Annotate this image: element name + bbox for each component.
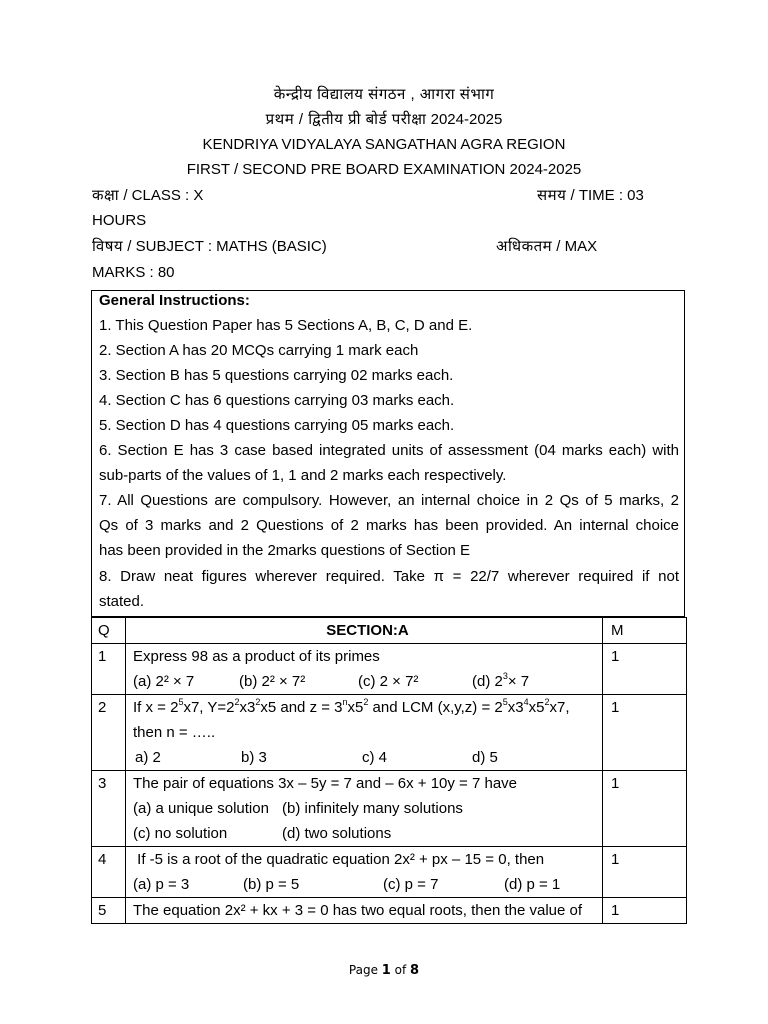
time-label (537, 186, 644, 206)
max-marks-label (496, 237, 597, 257)
time-continuation: HOURS (92, 212, 147, 229)
region-name-hindi: केन्द्रीय विद्यालय संगठन , आगरा संभाग (273, 86, 495, 103)
instruction-7-line-3: has been provided in the 2marks questions of Section E (99, 542, 471, 559)
header-region: KENDRIYA VIDYALAYA SANGATHAN AGRA REGION (202, 136, 566, 153)
max-label-english: / MAX (552, 238, 598, 255)
table-header-row (92, 618, 687, 644)
general-instructions-box (91, 290, 685, 617)
option-a: (a) 2² × 7 (133, 673, 195, 690)
q2-part: If x = 2 (133, 699, 179, 716)
question-text: Express 98 as a product of its primes (133, 648, 380, 665)
column-header-q-text: Q (98, 622, 110, 639)
q2-exponent: 2 (255, 697, 261, 707)
subject-label-english: / SUBJECT : MATHS (BASIC) (123, 238, 327, 255)
column-header-m (603, 618, 687, 644)
option-c: c) 4 (362, 749, 388, 766)
option-b: (b) p = 5 (243, 876, 300, 893)
section-title: SECTION:A (326, 622, 409, 639)
instruction-5: 5. Section D has 4 questions carrying 05 marks each. (99, 417, 455, 434)
question-cell (126, 695, 603, 771)
question-marks-text: 1 (611, 902, 620, 919)
option-d (472, 669, 529, 694)
options-row (133, 872, 602, 897)
option-d: (d) p = 1 (504, 876, 561, 893)
question-marks-text: 1 (611, 648, 620, 665)
question-marks (603, 898, 687, 924)
header-exam: FIRST / SECOND PRE BOARD EXAMINATION 2024-2025 (186, 161, 582, 178)
column-header-q (92, 618, 126, 644)
option-d-rest: × 7 (507, 673, 530, 690)
table-row (92, 695, 687, 771)
subject-label (92, 237, 327, 257)
table-row (92, 644, 687, 695)
question-number-text: 5 (98, 902, 107, 919)
page-number: 1 (381, 963, 391, 978)
option-d: d) 5 (472, 749, 498, 766)
question-number-text: 4 (98, 851, 107, 868)
instruction-8-line-2: stated. (99, 593, 145, 610)
option-b: b) 3 (241, 749, 267, 766)
instruction-7-line-2: Qs of 3 marks and 2 Questions of 2 marks has been provided. An internal choice (99, 517, 679, 534)
time-label-hindi: समय (537, 187, 567, 204)
exam-name-hindi: प्रथम / द्वितीय प्री बोर्ड परीक्षा (265, 111, 427, 128)
time-label-english: / TIME : 03 (566, 187, 644, 204)
class-label-english: / CLASS : X (119, 187, 204, 204)
question-marks-text: 1 (611, 851, 620, 868)
question-marks-text: 1 (611, 699, 620, 716)
class-label-hindi: कक्षा (92, 187, 120, 204)
column-header-section (126, 618, 603, 644)
q2-exponent: 2 (363, 697, 369, 707)
subject-label-hindi: विषय (92, 238, 124, 255)
max-label-hindi: अधिकतम (496, 238, 553, 255)
q2-part: x3 (507, 699, 524, 716)
question-number-text: 1 (98, 648, 107, 665)
option-b: (b) 2² × 7² (239, 673, 306, 690)
instruction-3: 3. Section B has 5 questions carrying 02 marks each. (99, 367, 454, 384)
option-a: a) 2 (135, 749, 161, 766)
question-text: If -5 is a root of the quadratic equation 2x² + px – 15 = 0, then (133, 851, 545, 868)
of-word: of (390, 963, 411, 977)
q2-part: and LCM (x,y,z) = 2 (368, 699, 503, 716)
options-row (133, 821, 602, 846)
q2-exponent: 2 (544, 697, 550, 707)
option-c: (c) no solution (133, 825, 228, 842)
question-marks (603, 847, 687, 898)
question-number (92, 847, 126, 898)
question-number (92, 771, 126, 847)
question-cell (126, 847, 603, 898)
instruction-4: 4. Section C has 6 questions carrying 03 marks each. (99, 392, 455, 409)
option-d-exponent: 3 (502, 671, 508, 681)
q2-exponent: n (342, 697, 348, 707)
options-row (133, 669, 602, 694)
instruction-6-line-2: sub-parts of the values of 1, 1 and 2 marks each respectively. (99, 467, 507, 484)
q2-part: x5 (528, 699, 545, 716)
question-cell (126, 771, 603, 847)
option-a: (a) p = 3 (133, 876, 190, 893)
q2-exponent: 2 (234, 697, 240, 707)
q2-exponent: 5 (178, 697, 184, 707)
question-number-text: 2 (98, 699, 107, 716)
header-region-hindi (0, 85, 768, 105)
question-text (133, 695, 602, 720)
question-marks-text: 1 (611, 775, 620, 792)
option-a: (a) a unique solution (133, 800, 269, 817)
instruction-8-line-1: 8. Draw neat figures wherever required. Take π = 22/7 wherever required if not (99, 568, 679, 585)
question-marks (603, 644, 687, 695)
q2-part: x5 (347, 699, 364, 716)
class-label (92, 186, 203, 206)
q2-exponent: 5 (502, 697, 508, 707)
instruction-7-line-1: 7. All Questions are compulsory. However, an internal choice in 2 Qs of 5 marks, 2 (99, 492, 679, 509)
exam-year: 2024-2025 (430, 111, 503, 128)
q2-exponent: 4 (523, 697, 529, 707)
column-header-m-text: M (611, 622, 624, 639)
instructions-title: General Instructions: (99, 292, 250, 309)
q2-part: x5 and z = 3 (260, 699, 343, 716)
q2-part: x7, (549, 699, 570, 716)
header-exam-hindi (0, 110, 768, 130)
question-text: The pair of equations 3x – 5y = 7 and – 6x + 10y = 7 have (133, 775, 518, 792)
option-c: (c) p = 7 (383, 876, 439, 893)
question-text: The equation 2x² + kx + 3 = 0 has two equal roots, then the value of (133, 902, 583, 919)
question-marks (603, 771, 687, 847)
option-d-base: (d) 2 (472, 673, 503, 690)
instruction-6-line-1: 6. Section E has 3 case based integrated units of assessment (04 marks each) with (99, 442, 679, 459)
question-cell (126, 644, 603, 695)
question-number (92, 898, 126, 924)
marks-continuation: MARKS : 80 (92, 264, 175, 281)
question-number-text: 3 (98, 775, 107, 792)
options-row (133, 745, 602, 770)
options-row (133, 796, 602, 821)
option-c: (c) 2 × 7² (358, 673, 419, 690)
q2-part: x7, Y=2 (183, 699, 235, 716)
table-row (92, 771, 687, 847)
table-row (92, 898, 687, 924)
instruction-2: 2. Section A has 20 MCQs carrying 1 mark each (99, 342, 419, 359)
option-d: (d) two solutions (282, 825, 392, 842)
question-marks (603, 695, 687, 771)
option-b: (b) infinitely many solutions (282, 800, 463, 817)
question-number (92, 644, 126, 695)
page-footer (0, 963, 768, 978)
question-table (91, 617, 687, 924)
question-text-continued: then n = ….. (133, 724, 216, 741)
page-total: 8 (410, 963, 420, 978)
table-row (92, 847, 687, 898)
question-number (92, 695, 126, 771)
q2-part: x3 (239, 699, 256, 716)
instruction-1: 1. This Question Paper has 5 Sections A, B, C, D and E. (99, 317, 473, 334)
question-cell (126, 898, 603, 924)
page-word: Page (348, 963, 382, 977)
